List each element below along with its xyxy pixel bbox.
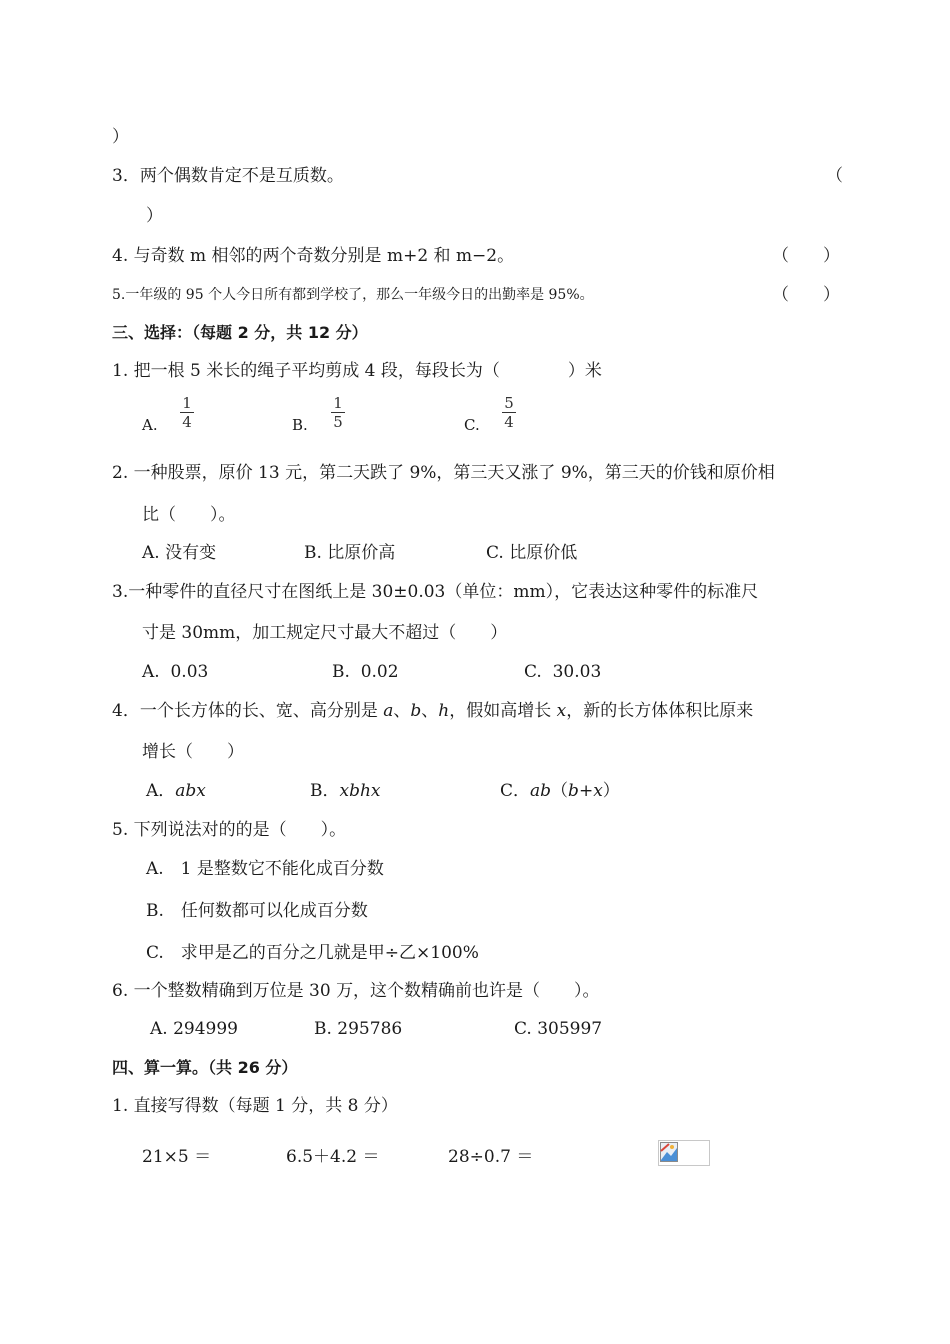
s3-q2-option-a: A. 没有变 [142,543,217,563]
s3-q3-line1: 3.一种零件的直径尺寸在图纸上是 30±0.03（单位：mm），它表达这种零件的标准尺 [112,582,759,602]
judge-q3-paren-close: ） [146,206,163,226]
broken-image-icon [660,1142,678,1162]
s3-q3-option-b: B. 0.02 [332,662,399,682]
s3-q1-option-a-label: A. [142,416,158,434]
judge-q3-paren-open: （ [826,166,843,186]
s3-q4-option-b [310,780,381,802]
fraction-numerator: 1 [182,394,192,412]
fraction-denominator: 4 [182,413,192,431]
section3-heading: 三、选择：（每题 2 分，共 12 分） [112,323,368,342]
s3-q4-option-a [146,780,206,802]
judge-q3-text: 3．两个偶数肯定不是互质数。 [112,166,344,186]
s3-q1-option-a-fraction [180,395,194,430]
s3-q5-text: 5. 下列说法对的的是（ ）。 [112,820,347,840]
q4-text-part1: 4．一个长方体的长、宽、高分别是 [112,701,384,721]
s3-q6-text: 6. 一个整数精确到万位是 30 万，这个数精确前也许是（ ）。 [112,981,600,1001]
calc-item-1: 21×5 ＝ [142,1147,212,1167]
s3-q1-option-c-label: C. [464,416,480,434]
separator: 、 [421,701,439,721]
s3-q6-option-b: B. 295786 [314,1019,403,1039]
s3-q1-text: 1. 把一根 5 米长的绳子平均剪成 4 段，每段长为（ ）米 [112,361,602,381]
separator: 、 [393,701,411,721]
judge-q5-text: 5.一年级的 95 个人今日所有都到学校了，那么一年级今日的出勤率是 95%。 [112,287,594,303]
q4-text-part2: ，假如高增长 [449,701,557,721]
s3-q3-line2: 寸是 30mm，加工规定尺寸最大不超过（ ） [142,623,508,643]
paren: ） [602,781,620,801]
calc-item-2: 6.5＋4.2 ＝ [286,1147,380,1167]
s3-q5-option-b: B. 任何数都可以化成百分数 [146,901,368,921]
s4-q1-text: 1. 直接写得数（每题 1 分，共 8 分） [112,1096,398,1116]
fraction-numerator: 5 [504,394,514,412]
var-x: x [556,701,567,721]
s3-q3-option-c: C. 30.03 [524,662,602,682]
fraction-denominator: 5 [333,413,343,431]
s3-q6-option-c: C. 305997 [514,1019,603,1039]
s3-q2-line1: 2. 一种股票，原价 13 元，第二天跌了 9%，第三天又涨了 9%，第三天的价钱和原价相 [112,463,775,483]
option-value: b [568,781,579,801]
s3-q1-option-b-label: B. [292,416,308,434]
option-value: xbhx [339,781,381,801]
fraction-numerator: 1 [333,394,343,412]
paren: （ [551,781,569,801]
s3-q2-option-b: B. 比原价高 [304,543,396,563]
option-value: x [593,781,603,801]
judge-q5-paren: （ ） [772,285,840,305]
var-a: a [383,701,394,721]
option-value: abx [175,781,206,801]
s3-q5-option-c: C. 求甲是乙的百分之几就是甲÷乙×100% [146,943,479,963]
option-label: C． [500,781,531,801]
continued-paren: ） [112,127,129,147]
calc-item-3: 28÷0.7 ＝ [448,1147,534,1167]
option-label: A． [146,781,176,801]
broken-image-placeholder [658,1140,710,1166]
s3-q4-option-c [500,780,620,802]
judge-q4-text: 4. 与奇数 m 相邻的两个奇数分别是 m+2 和 m−2。 [112,246,515,266]
option-label: B． [310,781,340,801]
s3-q4-line2: 增长（ ） [142,742,244,762]
s3-q3-option-a: A. 0.03 [142,662,209,682]
s3-q1-option-c-fraction [502,395,516,430]
s3-q1-option-b-fraction [331,395,345,430]
var-h: h [438,701,450,721]
var-b: b [410,701,422,721]
s3-q2-line2: 比（ ）。 [142,505,236,525]
section4-heading: 四、算一算。（共 26 分） [112,1058,298,1077]
fraction-denominator: 4 [504,413,514,431]
option-value: ab [530,781,552,801]
s3-q4-line1 [112,700,753,722]
q4-text-part3: ，新的长方体体积比原来 [566,701,754,721]
s3-q5-option-a: A. 1 是整数它不能化成百分数 [146,859,384,879]
judge-q4-paren: （ ） [772,246,840,266]
s3-q6-option-a: A. 294999 [150,1019,238,1039]
plus: + [578,781,594,801]
s3-q2-option-c: C. 比原价低 [486,543,578,563]
